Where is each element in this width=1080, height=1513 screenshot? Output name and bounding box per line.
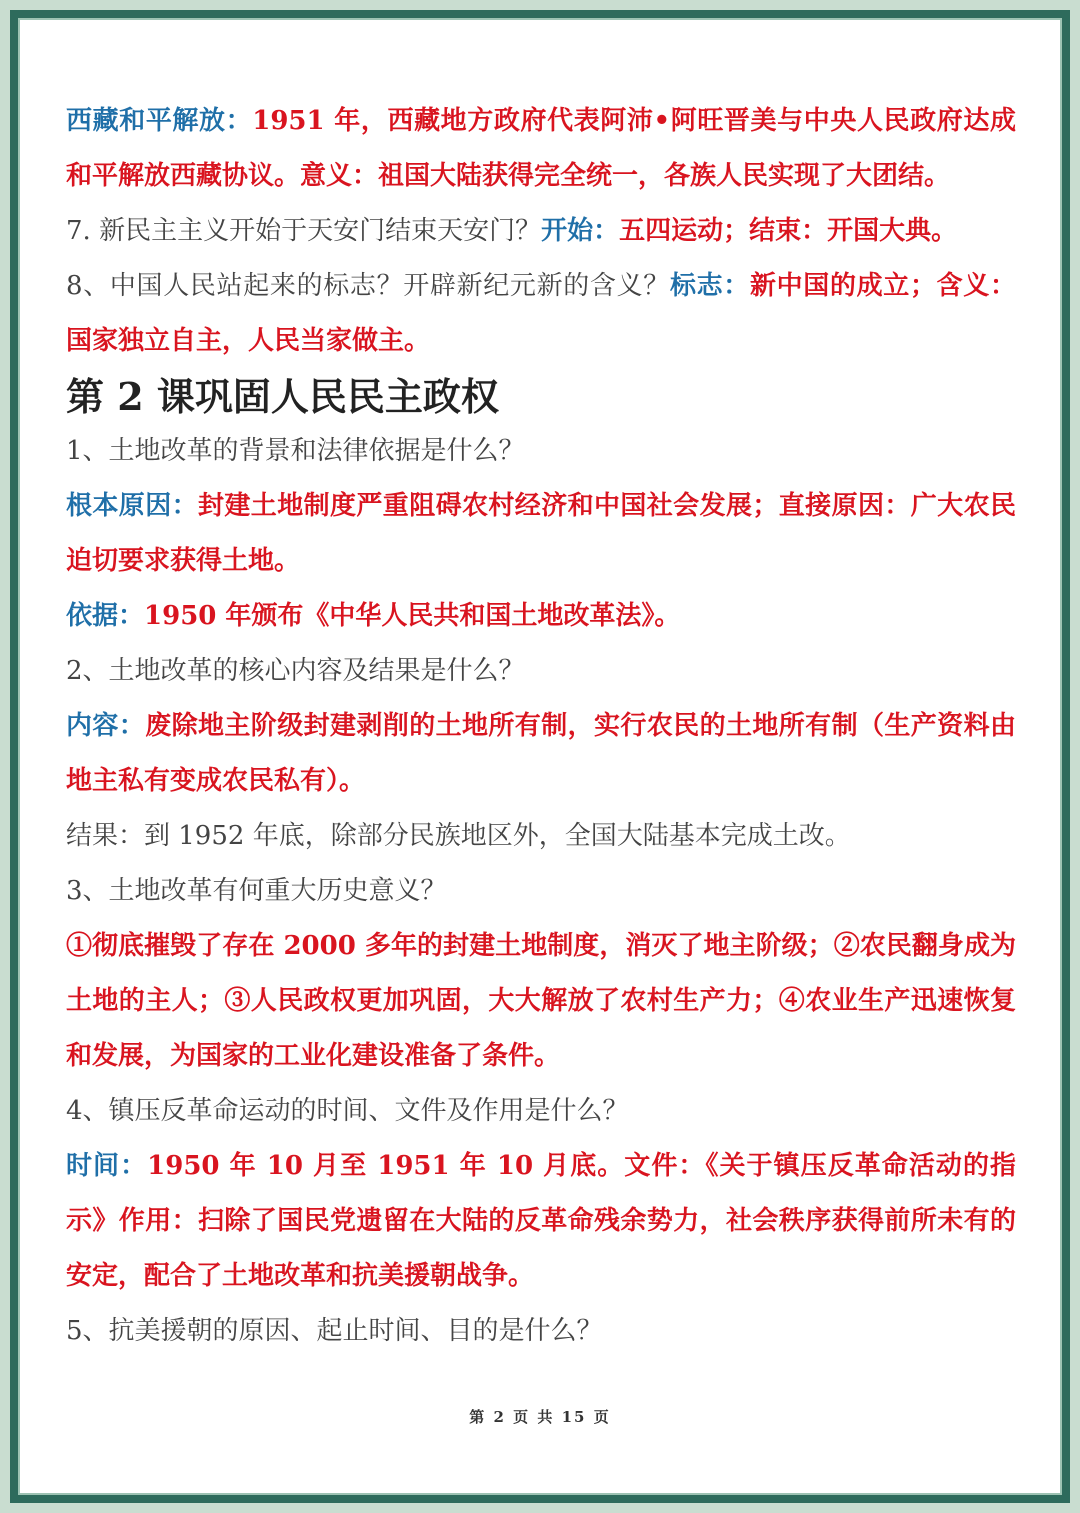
paragraph-l4-answer: [66, 1139, 1016, 1304]
page-footer: 第 2 页 共 15 页: [469, 1408, 611, 1426]
paragraph-l1-basis: [66, 589, 1016, 644]
lesson2-question-2: 2、土地改革的核心内容及结果是什么？: [66, 656, 525, 686]
label-l1-reason: 根本原因：: [66, 491, 198, 521]
paragraph-q7: [66, 204, 1016, 259]
answer-l3: ①彻底摧毁了存在 2000 多年的封建土地制度，消灭了地主阶级；②农民翻身成为土地的主人；③人民政权更加巩固，大大解放了农村生产力；④农业生产迅速恢复和发展，为国家的工业化建设准备了条件。: [66, 931, 1016, 1071]
question-7: 7. 新民主主义开始于天安门结束天安门？: [66, 216, 542, 246]
lesson2-question-5: 5、抗美援朝的原因、起止时间、目的是什么？: [66, 1316, 603, 1346]
lesson-heading: 第 2 课巩固人民民主政权: [66, 374, 499, 419]
paragraph-tibet: [66, 94, 1016, 204]
label-q7-start: 开始：: [541, 216, 620, 246]
lesson2-question-1: 1、土地改革的背景和法律依据是什么？: [66, 436, 525, 466]
label-q8: 标志：: [669, 271, 750, 301]
question-8: 8、中国人民站起来的标志？开辟新纪元新的含义？: [66, 271, 670, 301]
label-l2-content: 内容：: [66, 711, 146, 741]
paragraph-l1-answer: [66, 479, 1016, 589]
answer-tibet: 1951 年，西藏地方政府代表阿沛•阿旺晋美与中央人民政府达成和平解放西藏协议。意义：祖国大陆获得完全统一，各族人民实现了大团结。: [66, 106, 1016, 191]
label-tibet: 西藏和平解放：: [66, 106, 253, 136]
answer-q7: 五四运动；结束：开国大典。: [619, 216, 958, 246]
lesson2-question-3: 3、土地改革有何重大历史意义？: [66, 876, 447, 906]
paragraph-q8: [66, 259, 1016, 369]
paragraph-l2-answer: [66, 699, 1016, 809]
label-l1-basis: 依据：: [66, 601, 145, 631]
answer-q8: 新中国的成立；含义：国家独立自主，人民当家做主。: [66, 271, 1016, 356]
document-body: [66, 94, 1016, 1359]
answer-l4: 1950 年 10 月至 1951 年 10 月底。文件：《关于镇压反革命活动的指示》作用：扫除了国民党遗留在大陆的反革命残余势力，社会秩序获得前所未有的安定，配合了土地改革和抗美援朝战争。: [66, 1151, 1016, 1291]
answer-l1-reason: 封建土地制度严重阻碍农村经济和中国社会发展；直接原因：广大农民迫切要求获得土地。: [66, 491, 1016, 576]
answer-l2-content: 废除地主阶级封建剥削的土地所有制，实行农民的土地所有制（生产资料由地主私有变成农民私有）。: [66, 711, 1016, 796]
answer-l1-basis: 1950 年颁布《中华人民共和国土地改革法》。: [144, 601, 681, 631]
answer-l2-result: 结果：到 1952 年底，除部分民族地区外，全国大陆基本完成土改。: [66, 821, 851, 851]
lesson2-question-4: 4、镇压反革命运动的时间、文件及作用是什么？: [66, 1096, 629, 1126]
label-l4-time: 时间：: [66, 1151, 148, 1181]
